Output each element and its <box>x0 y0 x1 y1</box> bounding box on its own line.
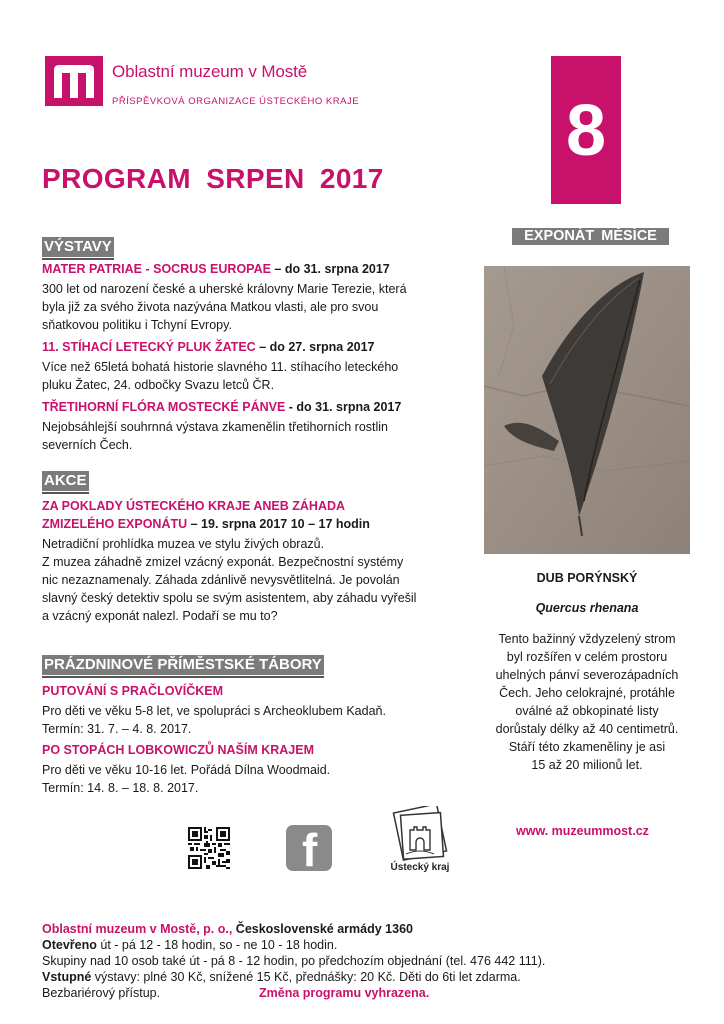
text-line: 300 let od narození české a uherské královny Marie Terezie, která <box>42 282 407 296</box>
fossil-leaf-image <box>484 266 690 554</box>
footer-barrier-free: Bezbariérový přístup. <box>42 986 161 1000</box>
exhibit-latin-name: Quercus rhenana <box>535 601 639 615</box>
exhibition-title <box>42 262 390 276</box>
event-date: – 19. srpna 2017 10 – 17 hodin <box>187 517 370 531</box>
event-title-line: ZA POKLADY ÚSTECKÉHO KRAJE ANEB ZÁHADA <box>42 499 346 513</box>
text-line: oválné až obkopinaté listy <box>515 704 659 718</box>
exhibition-name: TŘETIHORNÍ FLÓRA MOSTECKÉ PÁNVE <box>42 400 286 414</box>
text-line: Stáří této zkameněliny je asi <box>508 740 666 754</box>
camp-title: PO STOPÁCH LOBKOWICZŮ NAŠÍM KRAJEM <box>42 743 314 757</box>
fossil-photo <box>484 266 690 554</box>
qr-code-icon[interactable] <box>188 827 230 869</box>
facebook-letter: f <box>302 825 318 871</box>
text-line: byl rozšířen v celém prostoru <box>506 650 668 664</box>
exhibition-date: – do 31. srpna 2017 <box>270 262 390 276</box>
section-heading-vystavy: VÝSTAVY <box>44 238 112 255</box>
footer-address-line <box>42 921 413 938</box>
exhibition-title <box>42 340 375 354</box>
text-line: Z muzea záhadně zmizel vzácný exponát. Bezpečnostní systémy <box>42 555 404 569</box>
section-heading-tabory: PRÁZDNINOVÉ PŘÍMĚSTSKÉ TÁBORY <box>44 656 322 673</box>
exhibition-name: 11. STÍHACÍ LETECKÝ PLUK ŽATEC <box>42 340 256 354</box>
museum-logo <box>45 56 103 106</box>
exhibition-description <box>42 358 398 394</box>
exhibition-title <box>42 400 401 414</box>
text-line: Pro děti ve věku 10-16 let. Pořádá Dílna Woodmaid. <box>42 763 331 777</box>
exhibition-description <box>42 280 407 334</box>
website-link[interactable]: www. muzeummost.cz <box>516 824 649 838</box>
footer-groups: Skupiny nad 10 osob také út - pá 8 - 12 hodin, po předchozím objednání (tel. 476 442 111). <box>42 954 546 968</box>
footer-program-change: Změna programu vyhrazena. <box>259 986 430 1000</box>
facebook-icon[interactable] <box>286 825 332 871</box>
text-line: sňatkovou politiku i Tchyní Evropy. <box>42 318 232 332</box>
footer-org: Oblastní muzeum v Mostě, p. o., <box>42 922 233 936</box>
exhibition-description <box>42 418 388 454</box>
text-line: dorůstaly délky až 40 centimetrů. <box>495 722 679 736</box>
exhibition-date: - do 31. srpna 2017 <box>285 400 402 414</box>
kraj-emblem-icon <box>388 806 452 862</box>
exhibit-of-month-label: EXPONÁT MĚSÍCE <box>512 228 669 245</box>
event-description <box>42 535 416 625</box>
footer-entry <box>42 969 521 986</box>
text-line: uhelných pánví severozápadních <box>495 668 679 682</box>
logo-m-icon <box>45 56 103 106</box>
text-line: nic nezaznamenaly. Záhada zdánlivě nevysvětlitelná. Je povolán <box>42 573 400 587</box>
event-title-line: ZMIZELÉHO EXPONÁTU <box>42 517 188 531</box>
event-title <box>42 517 370 531</box>
exhibit-name: DUB PORÝNSKÝ <box>536 571 638 585</box>
kraj-label: Ústecký kraj <box>390 862 450 873</box>
camp-description <box>42 702 386 738</box>
text-line: Tento bažinný vždyzelený strom <box>498 632 676 646</box>
text-line: Netradiční prohlídka muzea ve stylu živých obrazů. <box>42 537 325 551</box>
text-line: Pro děti ve věku 5-8 let, ve spolupráci s Archeoklubem Kadaň. <box>42 704 386 718</box>
text-line: slavný český detektiv spolu se svým asistentem, aby záhadu vyřešil <box>42 591 417 605</box>
museum-name: Oblastní muzeum v Mostě <box>112 62 308 81</box>
footer-entry-text: výstavy: plné 30 Kč, snížené 15 Kč, přednášky: 20 Kč. Děti do 6ti let zdarma. <box>91 970 521 984</box>
footer-opening-hours <box>42 937 337 954</box>
text-line: Termín: 14. 8. – 18. 8. 2017. <box>42 781 199 795</box>
footer-entry-label: Vstupné <box>42 970 92 984</box>
text-line: Více než 65letá bohatá historie slavného 11. stíhacího leteckého <box>42 360 399 374</box>
museum-subtitle: PŘÍSPĚVKOVÁ ORGANIZACE ÚSTECKÉHO KRAJE <box>112 96 360 107</box>
text-line: severních Čech. <box>42 438 133 452</box>
text-line: byla již za svého života nazývána Matkou vlasti, ale pro svou <box>42 300 379 314</box>
text-line: Termín: 31. 7. – 4. 8. 2017. <box>42 722 192 736</box>
text-line: a vzácný exponát nalezl. Podaří se mu to? <box>42 609 278 623</box>
footer-address: Československé armády 1360 <box>232 922 413 936</box>
camp-title: PUTOVÁNÍ S PRAČLOVÍČKEM <box>42 684 224 698</box>
camp-description <box>42 761 330 797</box>
text-line: Nejobsáhlejší souhrnná výstava zkamenělin třetihorních rostlin <box>42 420 389 434</box>
section-heading-akce: AKCE <box>44 472 87 489</box>
page-title: PROGRAM SRPEN 2017 <box>42 163 384 194</box>
footer-open-label: Otevřeno <box>42 938 97 952</box>
text-line: pluku Žatec, 24. odbočky Svazu letců ČR. <box>42 378 275 392</box>
text-line: 15 až 20 milionů let. <box>531 758 643 772</box>
footer-open-text: út - pá 12 - 18 hodin, so - ne 10 - 18 hodin. <box>96 938 338 952</box>
exhibit-description <box>484 630 690 774</box>
month-number: 8 <box>551 56 621 204</box>
text-line: Čech. Jeho celokrajné, protáhle <box>499 686 675 700</box>
exhibition-date: – do 27. srpna 2017 <box>255 340 375 354</box>
exhibition-name: MATER PATRIAE - SOCRUS EUROPAE <box>42 262 271 276</box>
ustecky-kraj-logo[interactable] <box>388 806 452 876</box>
